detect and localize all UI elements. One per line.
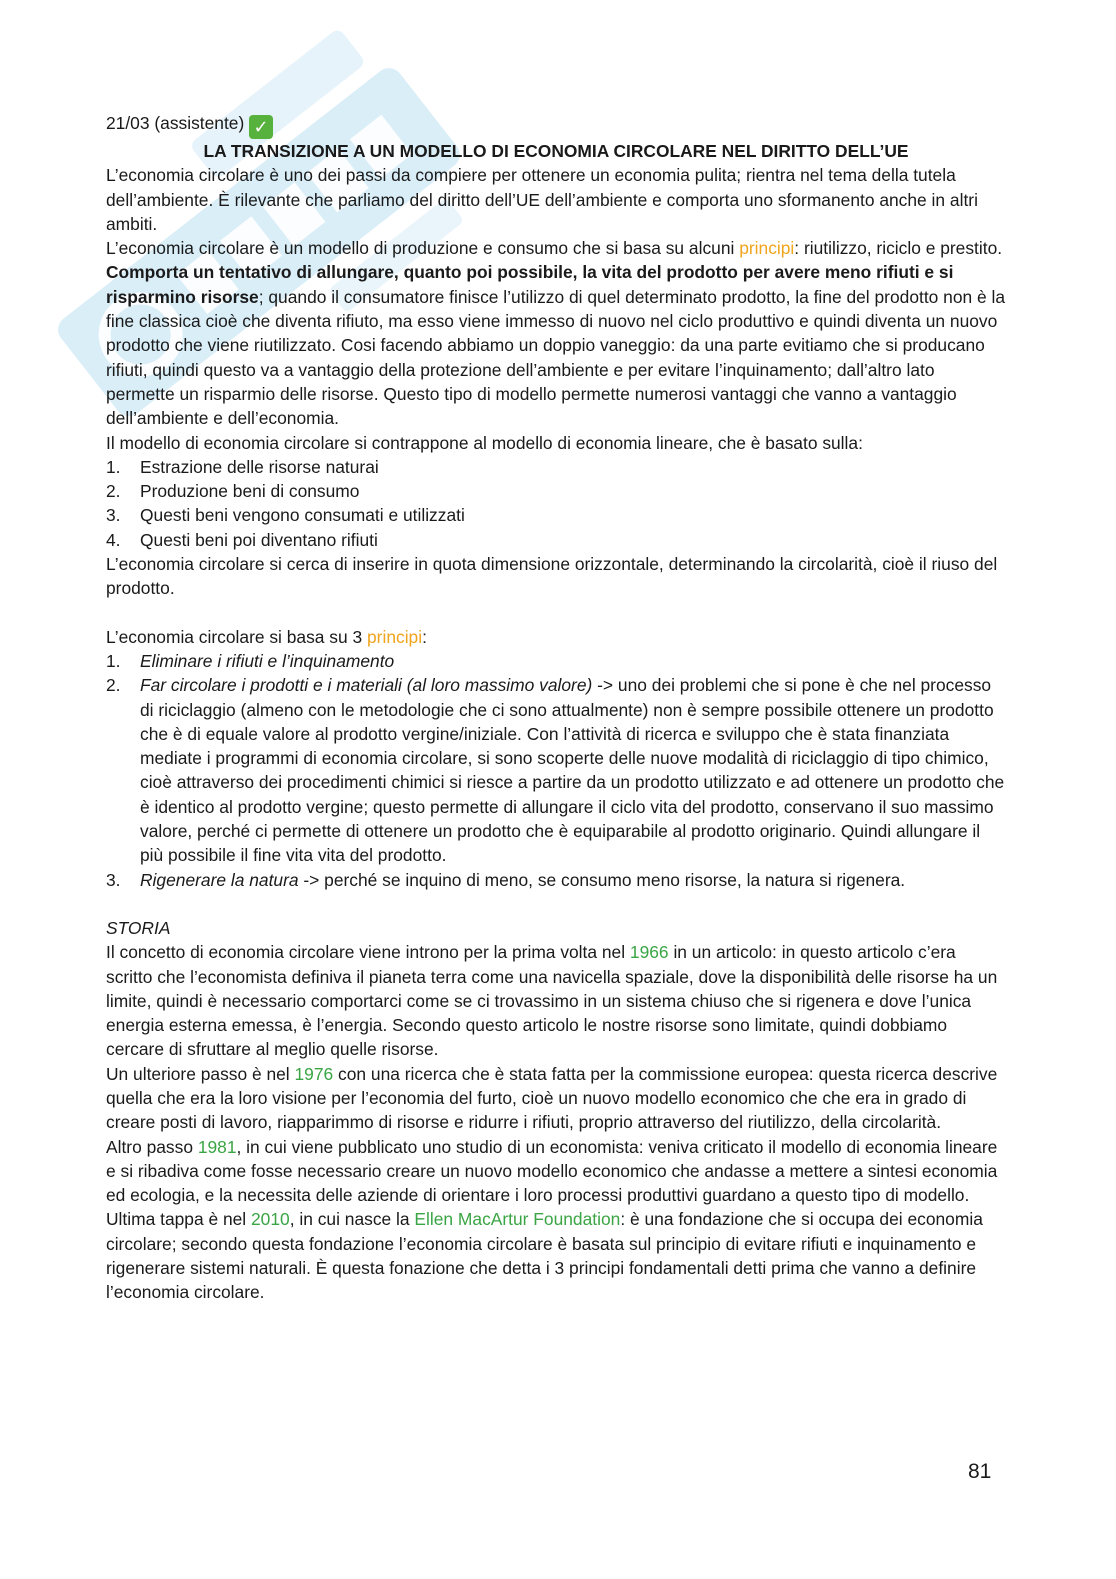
list-item [106,649,1006,673]
highlight-principi: principi [739,238,795,259]
list-text: Questi beni vengono consumati e utilizzati [140,505,465,526]
list-number: 3. [106,505,121,526]
text-span: con una ricerca che è stata fatta per la commissione europea: questa ricerca descrive quella che era la loro visione per l’economia del furto, cioè un nuovo modello economico che che era in grado di creare posti di lavoro, riapparimmo di risorse e ridurre i rifiuti, proprio attraverso del riutilizzo, della circolarità. [106,1063,998,1133]
organization-highlight: Ellen MacArtur Foundation [414,1209,621,1230]
paragraph-linear-intro: Il modello di economia circolare si contrappone al modello di economia lineare, che è basato sulla: [106,432,863,453]
highlight-principi: principi [367,626,423,647]
document-title: LA TRANSIZIONE A UN MODELLO DI ECONOMIA CIRCOLARE NEL DIRITTO DELL’UE [203,141,909,161]
text-span: Il concetto di economia circolare viene introno per la prima volta nel [106,942,630,963]
list-number: 1. [106,456,121,477]
text-span: : [422,626,427,647]
list-text: -> perché se inquino di meno, se consumo meno risorse, la natura si rigenera. [298,869,906,890]
year-highlight: 1976 [294,1063,334,1084]
text-span: , in cui nasce la [289,1209,415,1230]
storia-paragraph-2010 [106,1207,1006,1304]
list-item [106,528,1006,552]
text-span: L’economia circolare si basa su 3 [106,626,367,647]
text-span: : è una fondazione che si occupa dei economia circolare; secondo questa fondazione l’economia circolare è basata sul principio di evitare rifiuti e inquinamento e rigenerare sistemi naturali. È questa fonazione che detta i 3 principi fondamentali detti prima che vanno a definire l’economia circolare. [106,1209,983,1303]
list-number: 1. [106,650,121,671]
storia-paragraph-1981 [106,1135,1006,1208]
list-item [106,673,1006,867]
document-page [106,111,1006,1305]
paragraph-definition [106,236,1006,430]
text-span: , in cui viene pubblicato uno studio di un economista: veniva criticato il modello di economia lineare e si ribadiva come fosse necessario creare un nuovo modello economico che andasse a mettere a sintesi economia ed ecologia, e la necessita delle aziende di orientare i loro processi produttivi guardano a questo tipo di modello. [106,1136,998,1206]
paragraph-intro: L’economia circolare è uno dei passi da compiere per ottenere un economia pulita; rientra nel tema della tutela dell’ambiente. È rilevante che parliamo del diritto dell’UE dell’ambiente e comporta uno sformanento anche in altri ambiti. [106,165,978,234]
storia-heading [106,916,1006,940]
year-highlight: 1966 [629,942,669,963]
list-item [106,455,1006,479]
date-line [106,111,1006,139]
text-span: in un articolo: in questo articolo c’era scritto che l’economista definiva il pianeta terra come una navicella spaziale, dove la disponibilità delle risorse ha un limite, quindi è necessario comportarci come se ci trovassimo in un sistema chiuso che si rigenera e dove l’unica energia esterna emessa, è l’energia. Secondo questo articolo le nostre risorse sono limitate, quindi dobbiamo cercare di sfruttare al meglio quelle risorse. [106,942,998,1060]
list-text: Estrazione delle risorse naturai [140,456,379,477]
check-mark-icon: ✓ [249,115,273,139]
linear-model-list [106,455,1006,552]
paragraph-principles-intro [106,625,1006,649]
list-number: 2. [106,481,121,502]
principle-title: Far circolare i prodotti e i materiali (al loro massimo valore) [140,675,593,696]
text-span: Un ulteriore passo è nel [106,1063,295,1084]
year-highlight: 2010 [251,1209,290,1230]
storia-paragraph-1976 [106,1062,1006,1135]
year-highlight: 1981 [197,1136,237,1157]
principle-title: Eliminare i rifiuti e l’inquinamento [140,650,395,671]
list-item [106,503,1006,527]
date-text: 21/03 (assistente) [106,113,245,133]
text-span: : riutilizzo, riciclo e prestito. [794,238,1003,259]
list-text: Questi beni poi diventano rifiuti [140,529,378,550]
section-heading: STORIA [106,917,171,938]
text-span: Altro passo [106,1136,198,1157]
bold-statement: Comporta un tentativo di allungare, quanto poi possibile, la vita del prodotto per avere meno rifiuti e si risparmino risorse [106,262,954,307]
list-text: Produzione beni di consumo [140,481,360,502]
page-number: 81 [968,1460,992,1483]
list-item [106,868,1006,892]
storia-paragraph-1966 [106,940,1006,1061]
list-number: 2. [106,675,121,696]
list-number: 4. [106,529,121,550]
text-span: ; quando il consumatore finisce l’utilizzo di quel determinato prodotto, la fine del prodotto non è la fine classica cioè che diventa rifiuto, ma esso viene immesso di nuovo nel ciclo produttivo e quindi diventa un nuovo prodotto che viene riutilizzato. Cosi facendo abbiamo un doppio vaneggio: da una parte evitiamo che si producano rifiuti, quindi questo va a vantaggio della protezione dell’ambiente e per evitare l’inquinamento; dall’altro lato permette un risparmio delle risorse. Questo tipo di modello permette numerosi vantaggi che vanno a vantaggio dell’ambiente e dell’economia. [106,286,1006,429]
list-text: -> uno dei problemi che si pone è che nel processo di riciclaggio (almeno con le metodologie che ci sono attualmente) non è sempre possibile ottenere un prodotto che è di equale valore al prodotto vergine/iniziale. Con l’attività di ricerca e sviluppo che è stata finanziata mediate i programmi di economia circolare, si sono scoperte delle nuove modalità di riciclaggio di tipo chimico, cioè attraverso dei procedimenti chimici si riesce a partire da un prodotto utilizzato e ad ottenere un prodotto che è identico al prodotto vergine; questo permette di allungare il ciclo vita del prodotto, conservano il suo massimo valore, perché ci permette di ottenere un prodotto che è equiparabile al prodotto originario. Quindi allungare il più possibile il fine vita vita del prodotto. [140,675,1005,866]
list-item [106,479,1006,503]
text-span: L’economia circolare è un modello di produzione e consumo che si basa su alcuni [106,238,740,259]
principle-title: Rigenerare la natura [140,869,299,890]
paragraph-circularity: L’economia circolare si cerca di inserire in quota dimensione orizzontale, determinando la circolarità, cioè il riuso del prodotto. [106,554,998,599]
text-span: Ultima tappa è nel [106,1209,252,1230]
list-number: 3. [106,869,121,890]
principles-list [106,649,1006,892]
